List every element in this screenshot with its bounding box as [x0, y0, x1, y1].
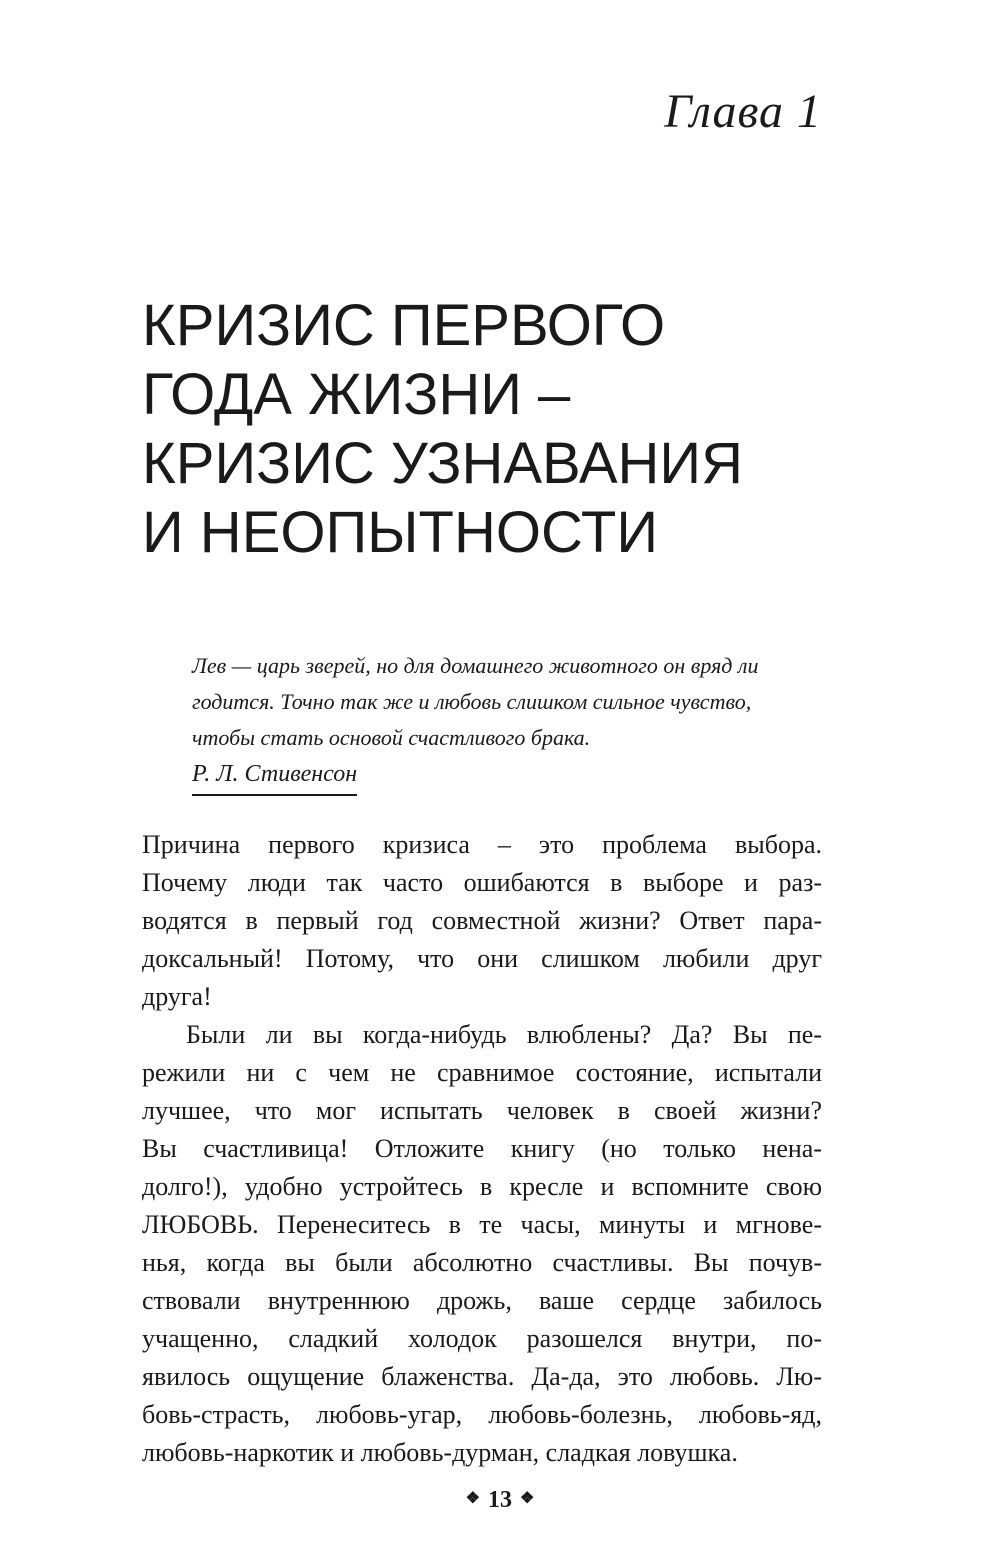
page-number-footer [0, 1488, 1000, 1512]
epigraph [192, 648, 842, 796]
text-line: любовь-наркотик и любовь-дурман, сладкая ловушка. [142, 1438, 738, 1467]
text-line: друга! [142, 982, 212, 1011]
text-line: бовь-страсть, любовь-угар, любовь-болезнь, любовь-яд, [142, 1400, 822, 1429]
text-line: ствовали внутреннюю дрожь, ваше сердце забилось [142, 1286, 822, 1315]
chapter-label: Глава 1 [664, 85, 822, 138]
text-line: лучшее, что мог испытать человек в своей жизни? [142, 1096, 822, 1125]
paragraph-2 [142, 1016, 822, 1472]
paragraph-1 [142, 826, 822, 1016]
text-line: долго!), удобно устройтесь в кресле и вспомните свою [142, 1172, 822, 1201]
epigraph-line: годится. Точно так же и любовь слишком сильное чувство, [192, 689, 752, 714]
text-line: явилось ощущение блаженства. Да-да, это любовь. Лю- [142, 1362, 822, 1391]
body-text [142, 826, 822, 1472]
ornament-icon: ❖ [465, 1490, 480, 1508]
epigraph-author: Р. Л. Стивенсон [192, 756, 357, 796]
text-line: доксальный! Потому, что они слишком любили друг [142, 944, 822, 973]
text-line: нья, когда вы были абсолютно счастливы. Вы почув- [142, 1248, 822, 1277]
epigraph-line: чтобы стать основой счастливого брака. [192, 725, 591, 750]
text-line: Вы счастливица! Отложите книгу (но только нена- [142, 1134, 822, 1163]
page-number: 13 [488, 1487, 512, 1513]
text-line: режили ни с чем не сравнимое состояние, испытали [142, 1058, 822, 1087]
chapter-title [142, 293, 902, 572]
chapter-title-line: ГОДА ЖИЗНИ – [142, 362, 571, 427]
chapter-title-line: КРИЗИС УЗНАВАНИЯ [142, 431, 743, 496]
text-line: учащенно, сладкий холодок разошелся внутри, по- [142, 1324, 822, 1353]
text-line: Почему люди так часто ошибаются в выборе и раз- [142, 868, 822, 897]
chapter-title-line: КРИЗИС ПЕРВОГО [142, 293, 666, 358]
text-line: Причина первого кризиса – это проблема выбора. [142, 830, 822, 859]
text-line: Были ли вы когда-нибудь влюблены? Да? Вы пе- [186, 1020, 822, 1049]
chapter-title-line: И НЕОПЫТНОСТИ [142, 500, 659, 565]
text-line: ЛЮБОВЬ. Перенеситесь в те часы, минуты и мгнове- [142, 1210, 822, 1239]
ornament-icon: ❖ [520, 1490, 535, 1508]
text-line: водятся в первый год совместной жизни? Ответ пара- [142, 906, 822, 935]
epigraph-line: Лев — царь зверей, но для домашнего животного он вряд ли [192, 653, 759, 678]
